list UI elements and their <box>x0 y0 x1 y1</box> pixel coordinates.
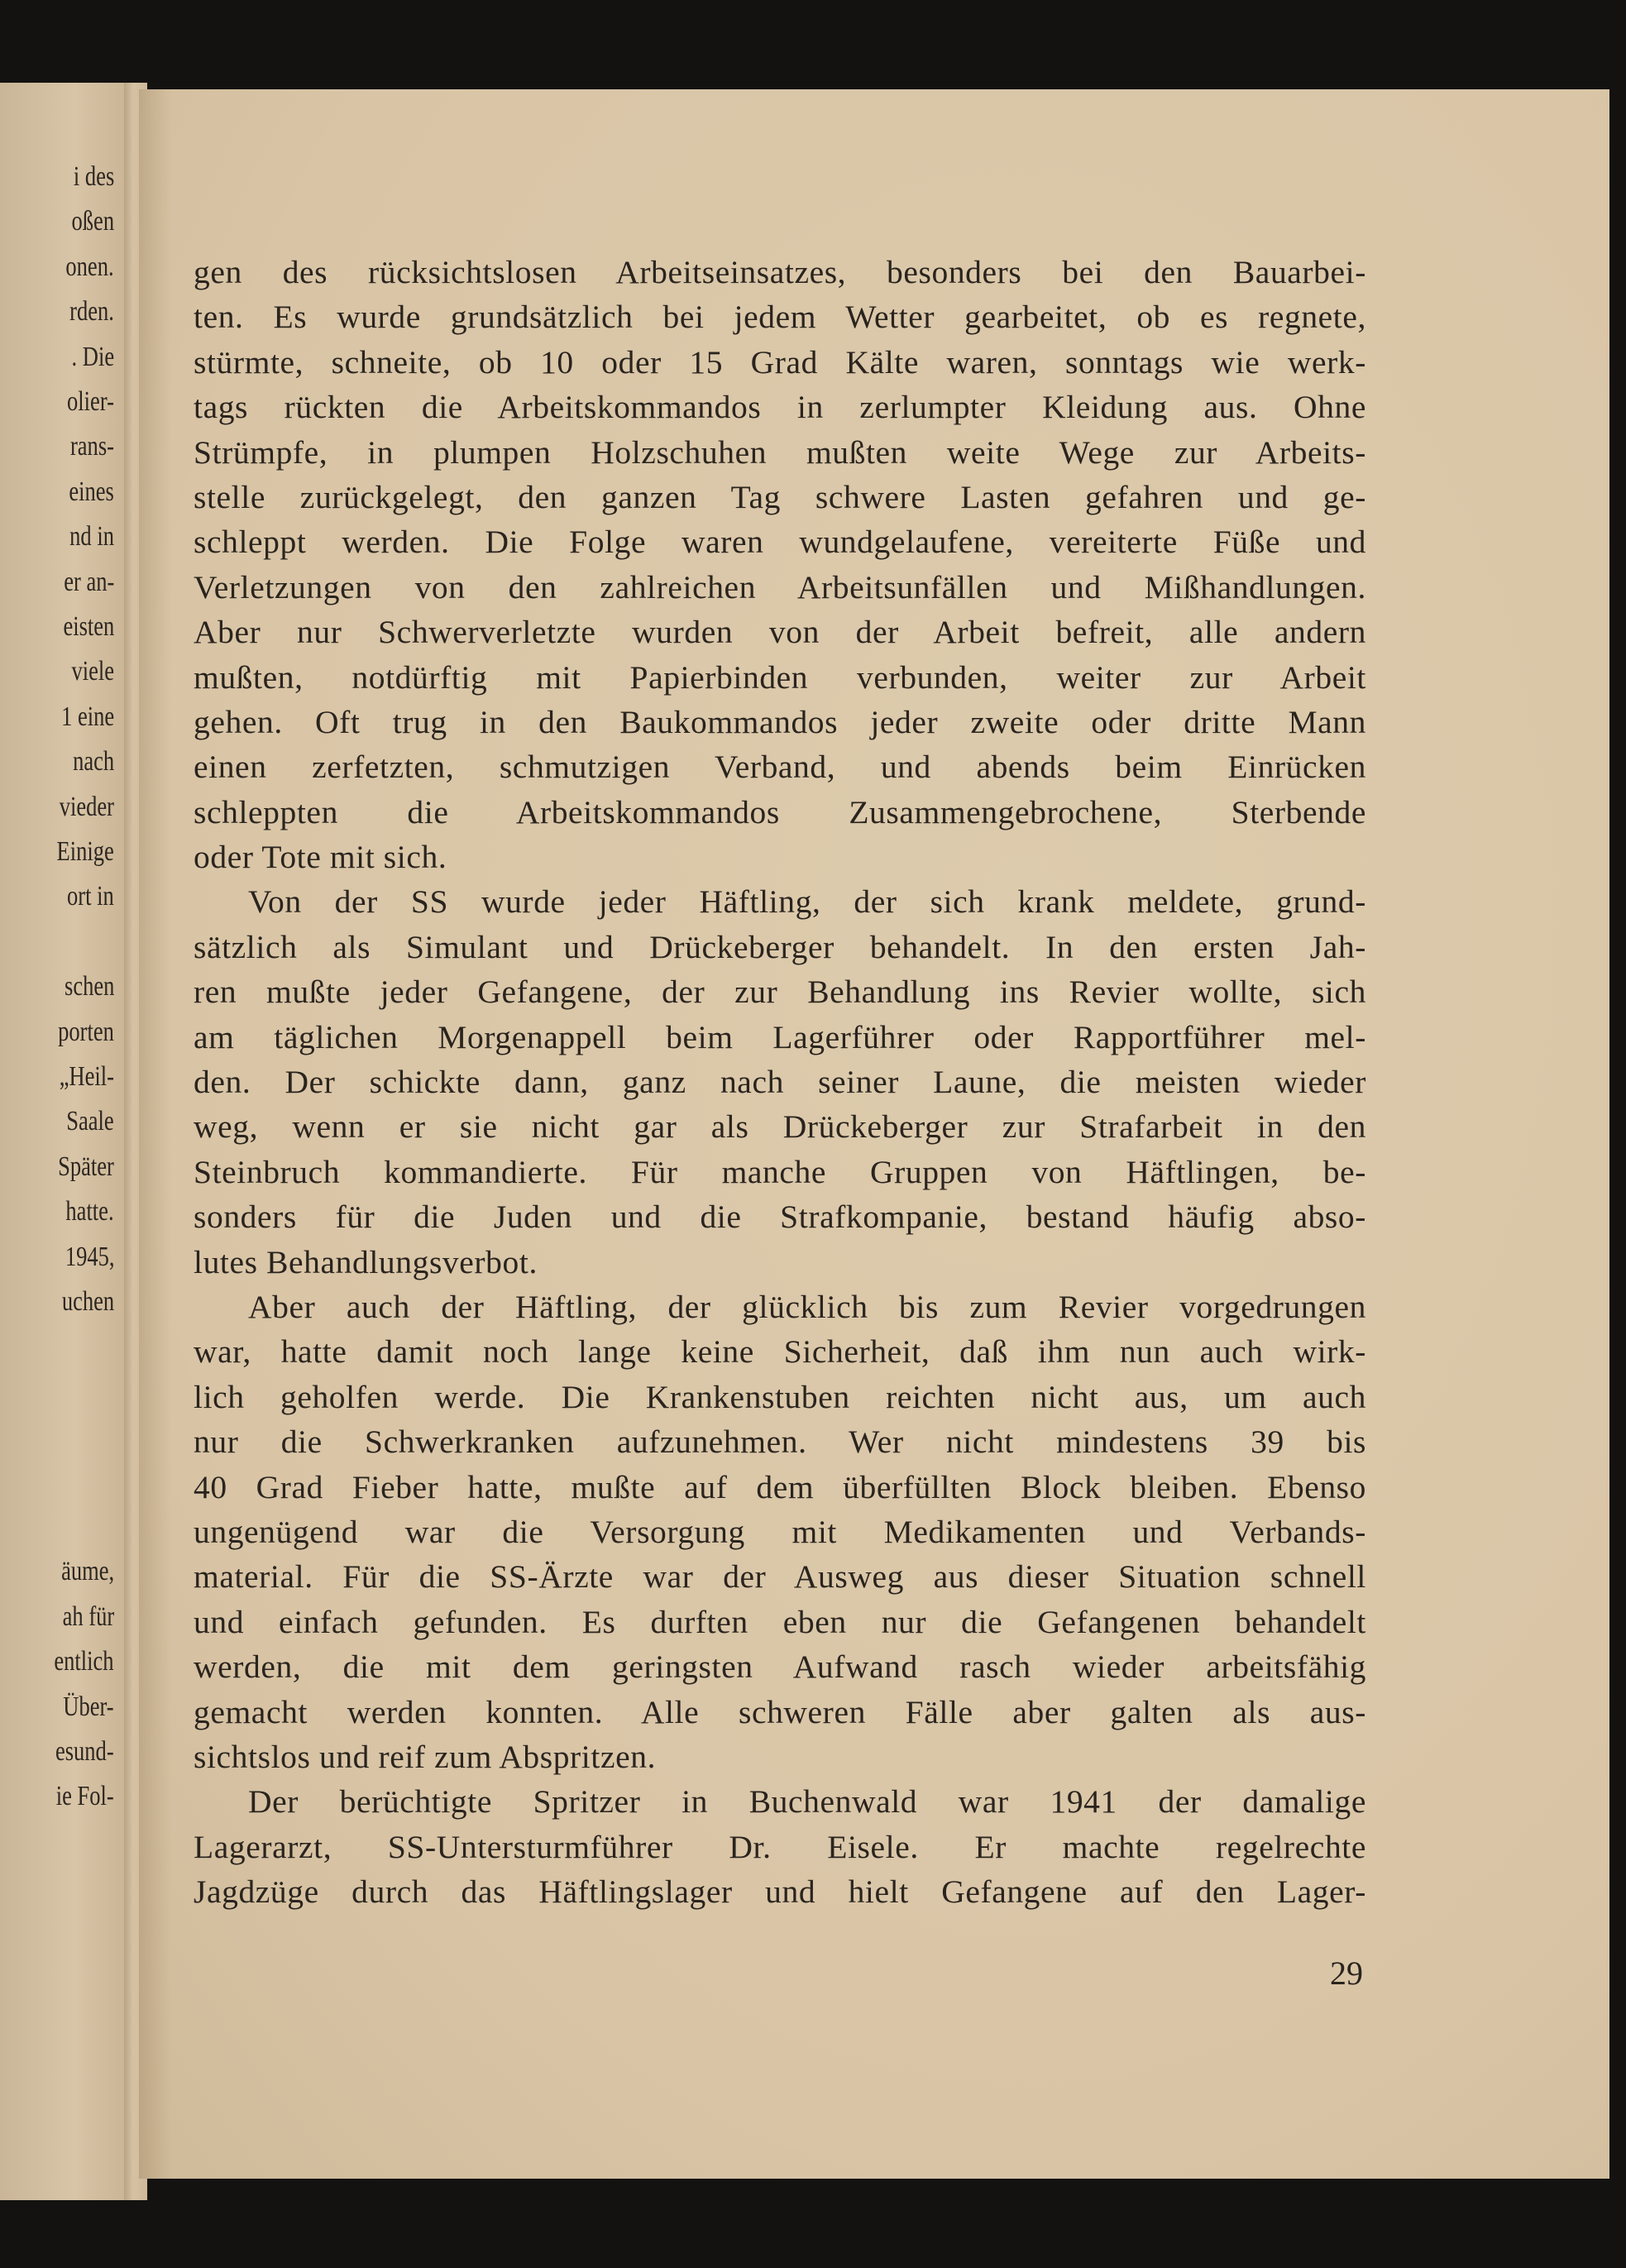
left-page-line: schen <box>64 971 114 1002</box>
text-line: lutes Behandlungsverbot. <box>194 1243 538 1280</box>
left-page-line: i des <box>73 161 114 192</box>
text-line: 40 Grad Fieber hatte, mußte auf dem überfüllten Block bleiben. Ebenso <box>194 1468 1366 1505</box>
text-line: stelle zurückgelegt, den ganzen Tag schwere Lasten gefahren und ge- <box>194 478 1366 515</box>
left-page-line: ie Fol- <box>56 1781 114 1812</box>
text-line: Jagdzüge durch das Häftlingslager und hielt Gefangene auf den Lager- <box>194 1873 1366 1911</box>
text-line: gen des rücksichtslosen Arbeitseinsatzes, besonders bei den Bauarbei- <box>194 254 1366 290</box>
text-line: ungenügend war die Versorgung mit Medikamenten und Verbands- <box>194 1513 1366 1550</box>
left-page-line: „Heil- <box>59 1061 114 1092</box>
left-page-line: ah für <box>62 1601 114 1632</box>
book-page <box>139 89 1609 2179</box>
left-page-line: eines <box>69 476 114 507</box>
left-page-line: 1945, <box>65 1241 114 1272</box>
text-line: und einfach gefunden. Es durften eben nur die Gefangenen behandelt <box>194 1603 1366 1640</box>
text-line: stürmte, schneite, ob 10 oder 15 Grad Kälte waren, sonntags wie werk- <box>194 343 1366 380</box>
left-page-line: rden. <box>69 296 114 328</box>
text-line: Strümpfe, in plumpen Holzschuhen mußten weite Wege zur Arbeits- <box>194 433 1366 471</box>
text-line: werden, die mit dem geringsten Aufwand rasch wieder arbeitsfähig <box>194 1648 1366 1686</box>
text-line: Verletzungen von den zahlreichen Arbeitsunfällen und Mißhandlungen. <box>194 568 1366 605</box>
left-page-line: . Die <box>71 341 114 372</box>
text-line: Der berüchtigte Spritzer in Buchenwald war 1941 der damalige <box>248 1783 1366 1821</box>
text-line: sichtslos und reif zum Abspritzen. <box>194 1738 657 1775</box>
left-page-line: onen. <box>65 251 114 282</box>
left-page-line: äume, <box>60 1556 114 1587</box>
text-line: oder Tote mit sich. <box>194 839 447 876</box>
text-line: war, hatte damit noch lange keine Sicherheit, daß ihm nun auch wirk- <box>194 1333 1366 1371</box>
left-page-line: er an- <box>63 566 114 597</box>
text-line: Aber nur Schwerverletzte wurden von der Arbeit befreit, alle andern <box>194 614 1366 651</box>
left-page-line: viele <box>71 656 114 687</box>
left-facing-page <box>0 83 124 2200</box>
left-page-line: olier- <box>67 386 114 417</box>
left-page-line: ort in <box>67 881 114 912</box>
text-line: gehen. Oft trug in den Baukommandos jeder zweite oder dritte Mann <box>194 703 1366 740</box>
text-line: mußten, notdürftig mit Papierbinden verbunden, weiter zur Arbeit <box>194 658 1366 696</box>
left-page-line: Über- <box>63 1691 114 1722</box>
left-page-line: vieder <box>59 791 114 822</box>
left-page-line: Einige <box>56 836 114 867</box>
left-page-line: eisten <box>63 611 114 642</box>
text-line: den. Der schickte dann, ganz nach seiner Laune, die meisten wieder <box>194 1064 1366 1101</box>
left-page-line: entlich <box>54 1646 114 1677</box>
text-line: Von der SS wurde jeder Häftling, der sich krank meldete, grund- <box>248 883 1366 921</box>
text-line: sätzlich als Simulant und Drückeberger behandelt. In den ersten Jah- <box>194 928 1366 965</box>
text-line: gemacht werden konnten. Alle schweren Fälle aber galten als aus- <box>194 1693 1366 1730</box>
text-line: ten. Es wurde grundsätzlich bei jedem Wetter gearbeitet, ob es regnete, <box>194 299 1366 336</box>
page-number: 29 <box>1330 1955 1363 1992</box>
left-page-line: Später <box>58 1151 114 1182</box>
left-page-line: 1 eine <box>60 701 114 732</box>
text-line: sonders für die Juden und die Strafkompanie, bestand häufig abso- <box>194 1199 1366 1236</box>
left-page-line: nach <box>72 746 114 778</box>
left-page-line: uchen <box>61 1286 114 1317</box>
text-line: weg, wenn er sie nicht gar als Drückeberger zur Strafarbeit in den <box>194 1108 1366 1146</box>
text-line: nur die Schwerkranken aufzunehmen. Wer nicht mindestens 39 bis <box>194 1423 1366 1461</box>
text-line: Steinbruch kommandierte. Für manche Gruppen von Häftlingen, be- <box>194 1153 1366 1190</box>
text-line: Aber auch der Häftling, der glücklich bis zum Revier vorgedrungen <box>248 1288 1366 1325</box>
text-line: tags rückten die Arbeitskommandos in zerlumpter Kleidung aus. Ohne <box>194 389 1366 426</box>
text-line: lich geholfen werde. Die Krankenstuben reichten nicht aus, um auch <box>194 1378 1366 1415</box>
left-page-line: rans- <box>69 431 114 462</box>
text-line: einen zerfetzten, schmutzigen Verband, und abends beim Einrücken <box>194 749 1366 786</box>
text-line: material. Für die SS-Ärzte war der Ausweg aus dieser Situation schnell <box>194 1558 1366 1596</box>
text-line: schleppten die Arbeitskommandos Zusammengebrochene, Sterbende <box>194 793 1366 830</box>
text-line: schleppt werden. Die Folge waren wundgelaufene, vereiterte Füße und <box>194 524 1366 561</box>
text-line: am täglichen Morgenappell beim Lagerführer oder Rapportführer mel- <box>194 1018 1366 1055</box>
text-line: Lagerarzt, SS-Untersturmführer Dr. Eisele. Er machte regelrechte <box>194 1828 1366 1865</box>
left-page-line: oßen <box>71 206 114 237</box>
text-line: ren mußte jeder Gefangene, der zur Behandlung ins Revier wollte, sich <box>194 974 1366 1011</box>
left-page-line: esund- <box>55 1736 114 1767</box>
left-page-line: hatte. <box>65 1196 114 1227</box>
body-text <box>194 250 1366 1914</box>
left-page-line: nd in <box>69 521 114 553</box>
left-page-line: porten <box>58 1016 114 1047</box>
left-page-line: Saale <box>66 1106 114 1137</box>
